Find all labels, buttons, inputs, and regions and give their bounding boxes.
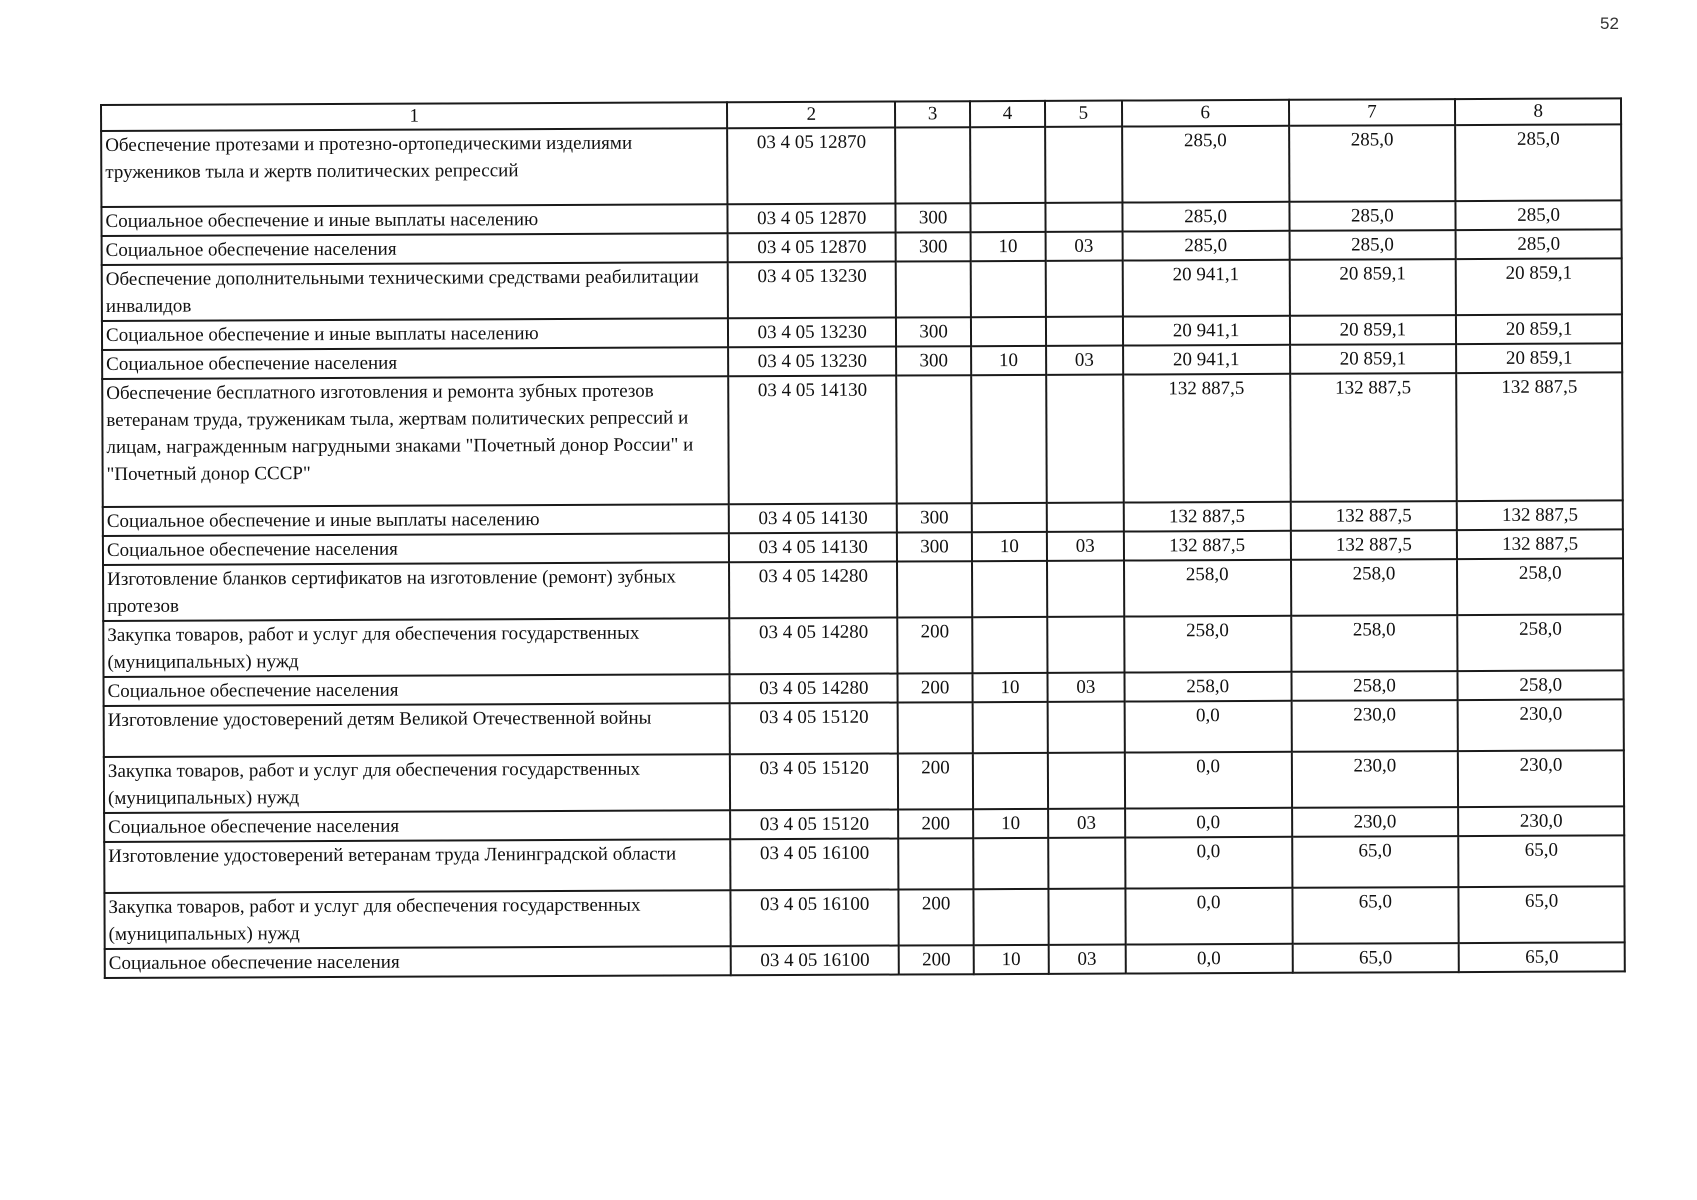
row-name: Обеспечение дополнительными техническими средствами реабилитации инвалидов [102, 262, 729, 321]
row-value-col6: 0,0 [1125, 944, 1292, 974]
row-value-col6: 20 941,1 [1122, 260, 1289, 317]
row-value-col7: 65,0 [1292, 943, 1459, 973]
row-code: 03 4 05 13230 [728, 347, 896, 377]
row-col4: 10 [973, 809, 1048, 838]
row-col5 [1046, 317, 1123, 346]
row-code: 03 4 05 15120 [730, 703, 898, 755]
row-col3: 300 [897, 532, 972, 561]
row-col5 [1047, 702, 1124, 753]
row-col4: 10 [971, 346, 1046, 375]
row-code: 03 4 05 14280 [729, 562, 897, 619]
table-row [102, 372, 1623, 507]
row-value-col6: 258,0 [1124, 672, 1291, 702]
row-col5: 03 [1047, 673, 1124, 702]
row-name: Социальное обеспечение и иные выплаты населению [101, 204, 727, 236]
row-value-col7: 285,0 [1289, 125, 1456, 202]
row-code: 03 4 05 16100 [731, 946, 899, 976]
row-value-col7: 258,0 [1291, 559, 1458, 616]
row-col4 [971, 261, 1046, 317]
row-col3 [898, 838, 973, 889]
row-col4 [971, 317, 1046, 346]
row-col5 [1046, 261, 1123, 317]
row-col5 [1046, 375, 1124, 503]
row-col3 [898, 702, 973, 753]
row-value-col7: 258,0 [1291, 615, 1458, 672]
row-code: 03 4 05 15120 [730, 754, 898, 811]
row-value-col8: 20 859,1 [1456, 343, 1622, 373]
row-col3: 200 [898, 673, 973, 702]
row-col3 [896, 375, 971, 503]
row-col3: 300 [896, 317, 971, 346]
row-value-col8: 230,0 [1458, 699, 1624, 751]
row-col5: 03 [1046, 346, 1123, 375]
table-row [104, 835, 1624, 893]
column-header: 6 [1122, 100, 1289, 127]
row-col4 [973, 838, 1048, 889]
table-row [102, 258, 1622, 321]
row-value-col7: 285,0 [1289, 230, 1456, 260]
table-row [103, 614, 1623, 677]
row-value-col7: 230,0 [1291, 700, 1458, 752]
row-col5 [1047, 561, 1124, 617]
row-code: 03 4 05 16100 [731, 839, 899, 891]
row-value-col6: 285,0 [1122, 126, 1289, 203]
row-col4 [972, 617, 1047, 673]
row-col3: 200 [898, 753, 973, 809]
row-col3: 200 [898, 809, 973, 838]
row-code: 03 4 05 14130 [729, 376, 897, 505]
row-value-col8: 132 887,5 [1457, 529, 1623, 559]
row-col4 [973, 702, 1048, 753]
column-header: 8 [1455, 98, 1621, 125]
row-col4: 10 [971, 232, 1046, 261]
row-col4 [970, 203, 1045, 232]
row-name: Социальное обеспечение и иные выплаты населению [102, 318, 728, 350]
row-value-col7: 230,0 [1292, 807, 1459, 837]
row-value-col8: 285,0 [1455, 124, 1621, 201]
row-value-col8: 285,0 [1456, 229, 1622, 259]
row-value-col8: 132 887,5 [1456, 372, 1622, 501]
row-name: Социальное обеспечение населения [102, 233, 728, 265]
row-value-col7: 20 859,1 [1289, 259, 1456, 316]
row-name: Социальное обеспечение населения [104, 674, 730, 706]
row-col3 [897, 561, 972, 617]
column-header: 7 [1289, 99, 1456, 126]
budget-table [100, 97, 1626, 979]
row-code: 03 4 05 14130 [729, 533, 897, 563]
row-code: 03 4 05 13230 [728, 318, 896, 348]
row-value-col8: 20 859,1 [1456, 314, 1622, 344]
row-code: 03 4 05 14280 [730, 674, 898, 704]
row-value-col7: 20 859,1 [1289, 315, 1456, 345]
row-value-col8: 230,0 [1458, 750, 1624, 807]
budget-table-container [100, 97, 1626, 979]
column-header: 1 [101, 102, 727, 131]
row-col3: 300 [896, 346, 971, 375]
row-value-col7: 132 887,5 [1290, 373, 1457, 502]
row-value-col8: 20 859,1 [1456, 258, 1622, 315]
column-header: 3 [895, 101, 970, 127]
column-header: 4 [970, 101, 1045, 127]
row-value-col6: 258,0 [1124, 560, 1291, 617]
row-col3 [896, 261, 971, 317]
row-value-col8: 132 887,5 [1457, 500, 1623, 530]
row-value-col7: 65,0 [1292, 836, 1459, 888]
row-col5 [1047, 503, 1124, 532]
row-col4 [972, 561, 1047, 617]
row-col5 [1048, 838, 1125, 889]
table-row [104, 750, 1624, 813]
row-col5 [1045, 127, 1122, 203]
row-value-col6: 285,0 [1122, 202, 1289, 232]
row-value-col7: 132 887,5 [1290, 530, 1457, 560]
row-value-col8: 65,0 [1459, 942, 1625, 972]
row-col3: 300 [896, 203, 971, 232]
row-value-col8: 285,0 [1456, 200, 1622, 230]
row-code: 03 4 05 14130 [729, 504, 897, 534]
row-col4 [973, 753, 1048, 809]
table-row [104, 699, 1624, 757]
row-value-col7: 132 887,5 [1290, 501, 1457, 531]
row-col5: 03 [1047, 532, 1124, 561]
row-name: Социальное обеспечение населения [104, 810, 730, 842]
row-name: Обеспечение протезами и протезно-ортопедическими изделиями тружеников тыла и жертв политических репрессий [101, 128, 728, 207]
row-col5: 03 [1048, 945, 1125, 974]
row-code: 03 4 05 15120 [730, 810, 898, 840]
table-row [105, 942, 1625, 978]
row-col4 [973, 889, 1048, 945]
row-value-col6: 0,0 [1125, 808, 1292, 838]
row-name: Изготовление удостоверений ветеранам труда Ленинградской области [104, 839, 731, 893]
row-col5 [1047, 617, 1124, 673]
row-code: 03 4 05 16100 [731, 890, 899, 947]
row-value-col8: 65,0 [1459, 886, 1625, 943]
row-name: Социальное обеспечение и иные выплаты населению [103, 504, 729, 536]
row-value-col8: 65,0 [1458, 835, 1624, 887]
row-code: 03 4 05 12870 [728, 233, 896, 263]
row-value-col6: 0,0 [1125, 888, 1292, 945]
row-col5 [1045, 203, 1122, 232]
row-value-col7: 65,0 [1292, 887, 1459, 944]
row-value-col6: 0,0 [1125, 752, 1292, 809]
row-code: 03 4 05 12870 [727, 128, 895, 205]
row-col4: 10 [974, 945, 1049, 974]
table-row [101, 124, 1621, 207]
row-col5 [1048, 889, 1125, 945]
row-value-col6: 20 941,1 [1123, 345, 1290, 375]
row-value-col7: 230,0 [1291, 751, 1458, 808]
row-col4 [970, 127, 1045, 203]
row-value-col8: 258,0 [1458, 614, 1624, 671]
row-value-col6: 132 887,5 [1124, 502, 1291, 532]
row-name: Социальное обеспечение населения [105, 946, 731, 978]
row-col4: 10 [972, 673, 1047, 702]
row-value-col8: 258,0 [1458, 670, 1624, 700]
row-value-col8: 230,0 [1458, 806, 1624, 836]
row-col3: 300 [896, 232, 971, 261]
row-value-col6: 20 941,1 [1123, 316, 1290, 346]
row-col4: 10 [972, 532, 1047, 561]
row-code: 03 4 05 12870 [728, 204, 896, 234]
row-col5 [1048, 753, 1125, 809]
column-header: 2 [727, 102, 895, 129]
row-value-col6: 0,0 [1124, 701, 1291, 753]
row-code: 03 4 05 14280 [730, 618, 898, 675]
row-code: 03 4 05 13230 [728, 262, 896, 319]
row-value-col6: 132 887,5 [1123, 374, 1290, 503]
row-name: Обеспечение бесплатного изготовления и ремонта зубных протезов ветеранам труда, труженикам тыла, жертвам политических репрессий и лицам, награжденным нагрудными знаками "Почетный донор России" и "Почетный донор СССР" [102, 376, 729, 507]
row-col3: 200 [897, 617, 972, 673]
row-col4 [971, 375, 1046, 503]
row-name: Закупка товаров, работ и услуг для обеспечения государственных (муниципальных) нужд [103, 618, 730, 677]
page-number: 52 [1600, 14, 1619, 33]
row-value-col8: 258,0 [1457, 558, 1623, 615]
row-col3: 300 [897, 503, 972, 532]
row-value-col6: 258,0 [1124, 616, 1291, 673]
row-value-col7: 285,0 [1289, 201, 1456, 231]
table-row [104, 886, 1624, 949]
row-col4 [972, 503, 1047, 532]
row-name: Закупка товаров, работ и услуг для обеспечения государственных (муниципальных) нужд [104, 890, 731, 949]
row-name: Социальное обеспечение населения [102, 347, 728, 379]
table-body [101, 124, 1625, 978]
row-col5: 03 [1048, 809, 1125, 838]
row-name: Изготовление бланков сертификатов на изготовление (ремонт) зубных протезов [103, 562, 730, 621]
row-value-col7: 258,0 [1291, 671, 1458, 701]
row-name: Закупка товаров, работ и услуг для обеспечения государственных (муниципальных) нужд [104, 754, 731, 813]
row-value-col6: 285,0 [1122, 231, 1289, 261]
table-row [103, 558, 1623, 621]
row-col3: 200 [899, 889, 974, 945]
column-header: 5 [1045, 101, 1122, 127]
row-value-col6: 132 887,5 [1124, 531, 1291, 561]
row-value-col6: 0,0 [1125, 837, 1292, 889]
row-name: Изготовление удостоверений детям Великой Отечественной войны [104, 703, 731, 757]
row-value-col7: 20 859,1 [1290, 344, 1457, 374]
row-col3: 200 [899, 945, 974, 974]
row-col3 [895, 127, 970, 203]
row-col5: 03 [1045, 232, 1122, 261]
row-name: Социальное обеспечение населения [103, 533, 729, 565]
